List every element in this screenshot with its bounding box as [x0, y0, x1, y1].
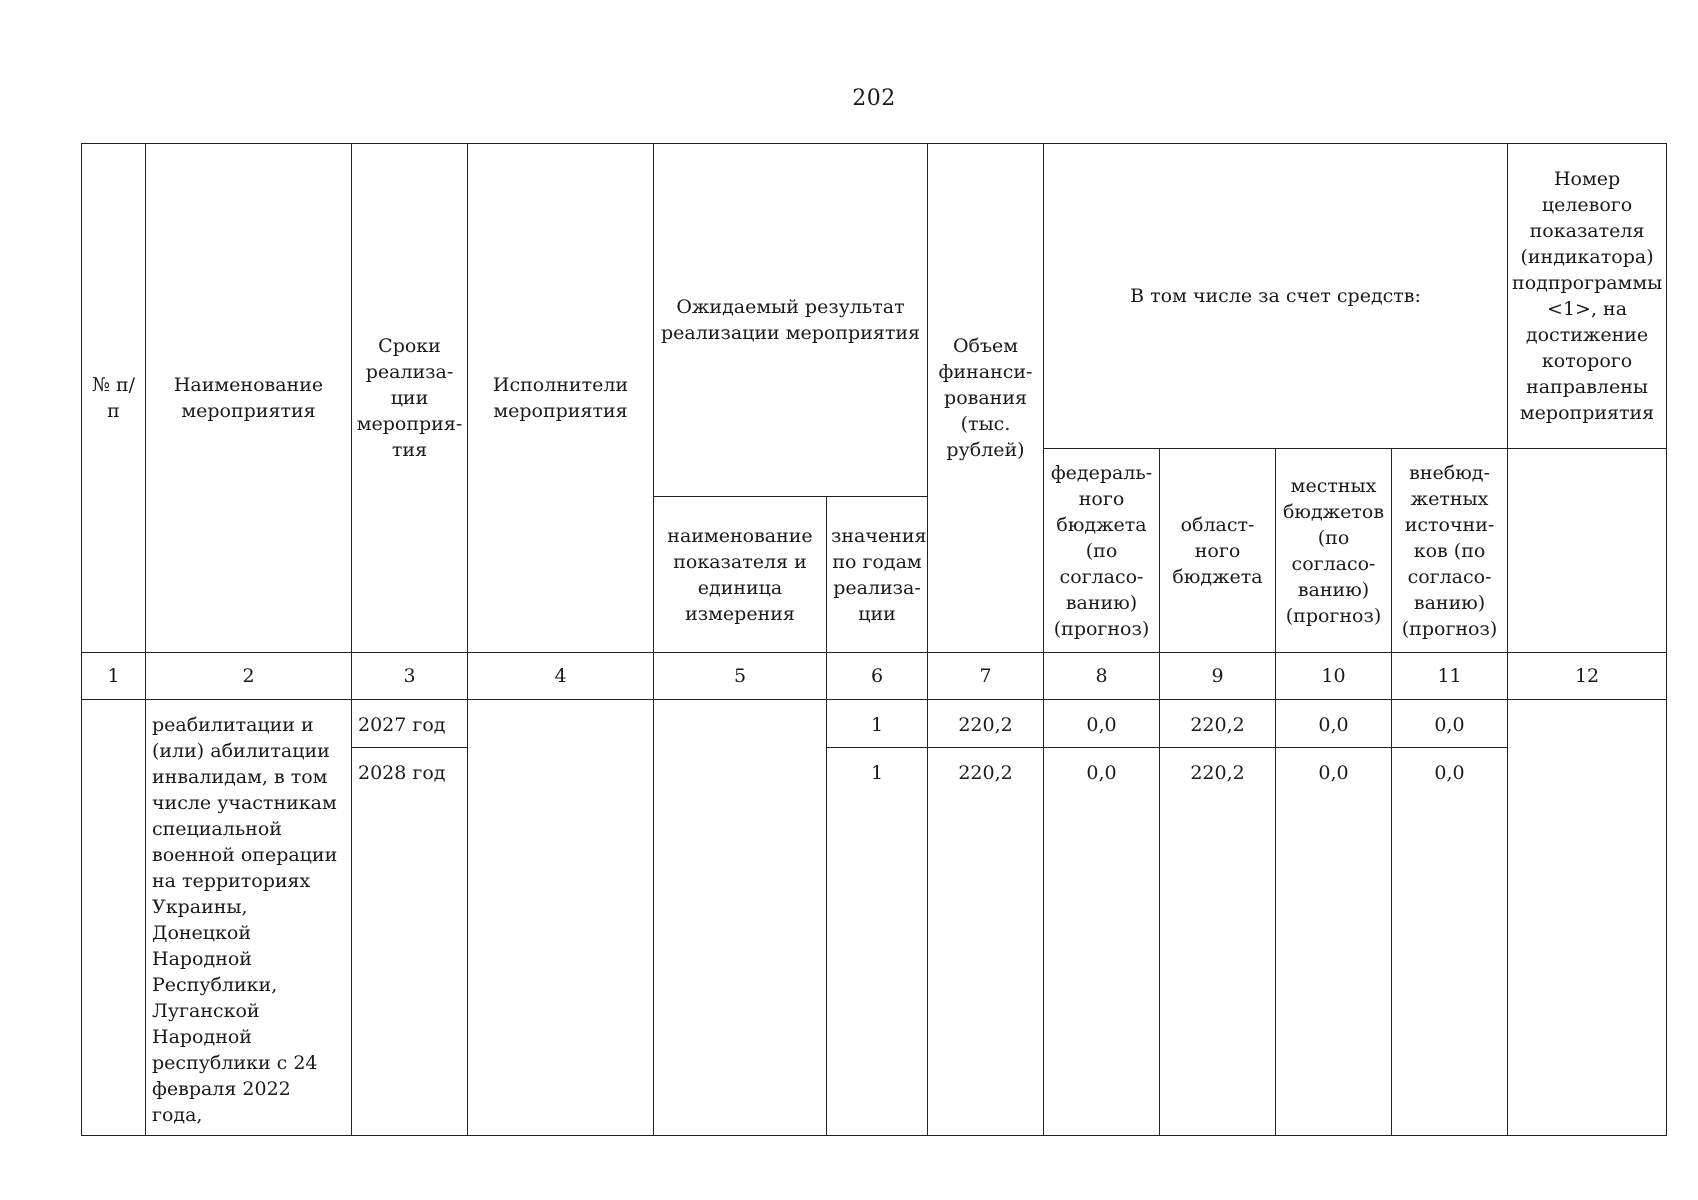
total-funding-cell: 220,2 [928, 748, 1044, 1136]
header-funding-sources: В том числе за счет средств: [1044, 144, 1508, 449]
executors-cell [468, 700, 654, 1136]
column-number: 6 [827, 653, 928, 700]
header-target-indicator: Номер целевого показателя (индикатора) подпрограммы <1>, на достижение которого направлены мероприятия [1508, 144, 1667, 449]
federal-budget-cell: 0,0 [1044, 748, 1160, 1136]
total-funding-cell: 220,2 [928, 700, 1044, 748]
value-cell: 1 [827, 700, 928, 748]
row-number-cell [82, 700, 146, 1136]
column-number: 2 [146, 653, 352, 700]
header-regional-budget: област-ного бюджета [1160, 449, 1276, 653]
header-funding-volume: Объем финанси-рования (тыс. рублей) [928, 144, 1044, 653]
period-cell: 2027 год [352, 700, 468, 748]
value-cell: 1 [827, 748, 928, 1136]
column-numbers-row [82, 653, 1667, 700]
header-number: № п/п [82, 144, 146, 653]
activity-name-cell: реабилитации и (или) абилитации инвалидам, в том числе участникам специальной военной операции на территориях Украины, Донецкой Народной Республики, Луганской Народной республики с 24 февраля 2022 года, [146, 700, 352, 1136]
extra-budgetary-cell: 0,0 [1392, 748, 1508, 1136]
header-federal-budget: федераль-ного бюджета (по согласо-ванию) (прогноз) [1044, 449, 1160, 653]
period-cell: 2028 год [352, 748, 468, 1136]
column-number: 10 [1276, 653, 1392, 700]
column-number: 9 [1160, 653, 1276, 700]
regional-budget-cell: 220,2 [1160, 748, 1276, 1136]
activity-plan-table [81, 143, 1667, 1136]
header-local-budgets: местных бюджетов (по согласо-ванию) (прогноз) [1276, 449, 1392, 653]
federal-budget-cell: 0,0 [1044, 700, 1160, 748]
header-activity-name: Наименование мероприятия [146, 144, 352, 653]
local-budgets-cell: 0,0 [1276, 748, 1392, 1136]
column-number: 7 [928, 653, 1044, 700]
header-extra-budgetary: внебюд-жетных источни-ков (по согласо-ванию) (прогноз) [1392, 449, 1508, 653]
column-number: 1 [82, 653, 146, 700]
local-budgets-cell: 0,0 [1276, 700, 1392, 748]
header-indicator-name: наименование показателя и единица измерения [654, 497, 827, 653]
page-number: 202 [852, 86, 896, 111]
table-row [82, 700, 1667, 748]
column-number: 11 [1392, 653, 1508, 700]
header-target-indicator-blank [1508, 449, 1667, 653]
header-values-by-year: значения по годам реализа-ции [827, 497, 928, 653]
header-executors: Исполнители мероприятия [468, 144, 654, 653]
header-period: Сроки реализа-ции мероприя-тия [352, 144, 468, 653]
column-number: 8 [1044, 653, 1160, 700]
regional-budget-cell: 220,2 [1160, 700, 1276, 748]
indicator-name-cell [654, 700, 827, 1136]
column-number: 5 [654, 653, 827, 700]
header-expected-result: Ожидаемый результат реализации мероприятия [654, 144, 928, 497]
target-indicator-cell [1508, 700, 1667, 1136]
header-row-1 [82, 144, 1667, 449]
column-number: 12 [1508, 653, 1667, 700]
extra-budgetary-cell: 0,0 [1392, 700, 1508, 748]
column-number: 4 [468, 653, 654, 700]
column-number: 3 [352, 653, 468, 700]
